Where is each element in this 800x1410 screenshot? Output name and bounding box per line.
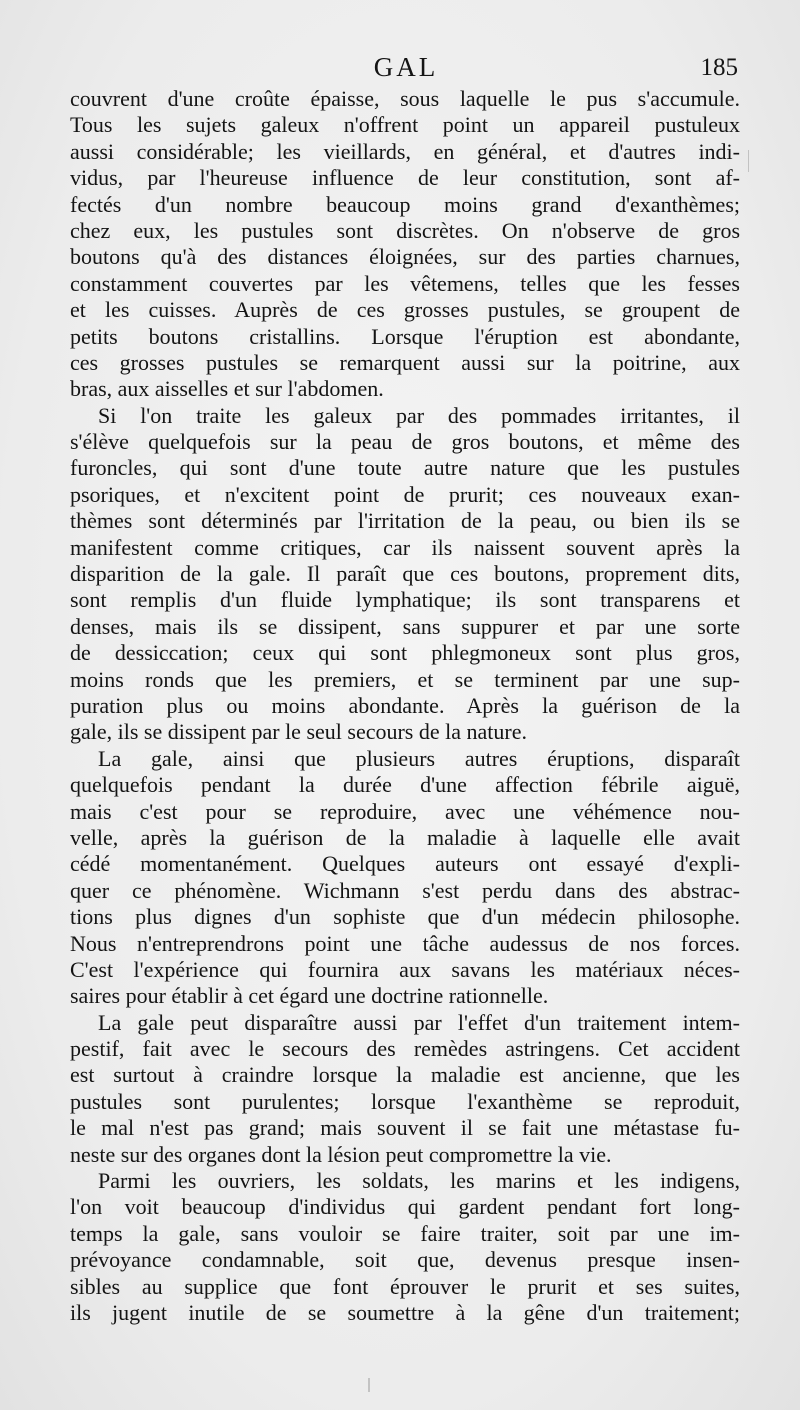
text-line: sibles au supplice que font éprouver le prurit et ses suites, [70,1273,740,1299]
text-line: furoncles, qui sont d'une toute autre nature que les pustules [70,455,740,481]
text-line: s'élève quelquefois sur la peau de gros boutons, et même des [70,429,740,455]
text-line: cédé momentanément. Quelques auteurs ont essayé d'expli- [70,851,740,877]
text-line: bras, aux aisselles et sur l'abdomen. [70,376,384,402]
text-line: de dessiccation; ceux qui sont phlegmoneux sont plus gros, [70,640,740,666]
text-line: Parmi les ouvriers, les soldats, les marins et les indigens, [98,1168,740,1194]
body-text [70,86,740,1326]
text-line: vidus, par l'heureuse influence de leur constitution, sont af- [70,165,740,191]
text-line: puration plus ou moins abondante. Après la guérison de la [70,692,740,718]
text-line: couvrent d'une croûte épaisse, sous laquelle le pus s'accumule. [70,86,740,111]
text-line: manifestent comme critiques, car ils naissent souvent après la [70,534,740,560]
text-line: neste sur des organes dont la lésion peut compromettre la vie. [70,1141,612,1167]
text-line: l'on voit beaucoup d'individus qui gardent pendant fort long- [70,1194,740,1220]
page-number: 185 [700,54,738,81]
scan-speck [368,1378,370,1392]
text-line: velle, après la guérison de la maladie à laquelle elle avait [70,824,740,850]
paragraph-4 [70,1010,740,1168]
paragraph-2 [70,403,740,746]
text-line: psoriques, et n'excitent point de prurit; ces nouveaux exan- [70,481,740,507]
text-line: temps la gale, sans vouloir se faire traiter, soit par une im- [70,1220,740,1246]
text-line: La gale peut disparaître aussi par l'effet d'un traitement intem- [98,1009,740,1035]
text-line: chez eux, les pustules sont discrètes. On n'observe de gros [70,217,740,243]
text-line: Tous les sujets galeux n'offrent point un appareil pustuleux [70,112,740,138]
text-line: pestif, fait avec le secours des remèdes astringens. Cet accident [70,1036,740,1062]
text-line: constamment couvertes par les vêtemens, telles que les fesses [70,270,740,296]
text-line: C'est l'expérience qui fournira aux savans les matériaux néces- [70,956,740,982]
text-line: tions plus dignes d'un sophiste que d'un médecin philosophe. [70,904,740,930]
text-line: et les cuisses. Auprès de ces grosses pustules, se groupent de [70,297,740,323]
text-line: petits boutons cristallins. Lorsque l'éruption est abondante, [70,323,740,349]
text-line: boutons qu'à des distances éloignées, sur des parties charnues, [70,244,740,270]
paragraph-1 [70,86,740,403]
text-line: fectés d'un nombre beaucoup moins grand d'exanthèmes; [70,191,740,217]
text-line: thèmes sont déterminés par l'irritation de la peau, ou bien ils se [70,508,740,534]
text-line: est surtout à craindre lorsque la maladie est ancienne, que les [70,1062,740,1088]
text-line: prévoyance condamnable, soit que, devenus presque insen- [70,1247,740,1273]
text-line: quelquefois pendant la durée d'une affection fébrile aiguë, [70,772,740,798]
text-line: quer ce phénomène. Wichmann s'est perdu dans des abstrac- [70,877,740,903]
text-line: gale, ils se dissipent par le seul secours de la nature. [70,719,527,745]
paragraph-3 [70,746,740,1010]
text-line: La gale, ainsi que plusieurs autres éruptions, disparaît [98,745,740,771]
text-line: sont remplis d'un fluide lymphatique; ils sont transparens et [70,587,740,613]
text-line: ils jugent inutile de se soumettre à la gêne d'un traitement; [70,1299,740,1325]
text-line: Si l'on traite les galeux par des pommades irritantes, il [98,402,740,428]
text-line: denses, mais ils se dissipent, sans suppurer et par une sorte [70,613,740,639]
text-line: pustules sont purulentes; lorsque l'exanthème se reproduit, [70,1088,740,1114]
scan-speck [748,150,749,172]
text-line: Nous n'entreprendrons point une tâche audessus de nos forces. [70,930,740,956]
running-head [72,52,740,88]
text-line: mais c'est pour se reproduire, avec une véhémence nou- [70,798,740,824]
text-line: moins ronds que les premiers, et se terminent par une sup- [70,666,740,692]
text-line: saires pour établir à cet égard une doctrine rationnelle. [70,983,549,1009]
text-line: ces grosses pustules se remarquent aussi sur la poitrine, aux [70,349,740,375]
text-line: aussi considérable; les vieillards, en général, et d'autres indi- [70,138,740,164]
paragraph-5 [70,1168,740,1326]
text-line: le mal n'est pas grand; mais souvent il se fait une métastase fu- [70,1115,740,1141]
running-title: GAL [373,52,439,82]
text-line: disparition de la gale. Il paraît que ces boutons, proprement dits, [70,561,740,587]
